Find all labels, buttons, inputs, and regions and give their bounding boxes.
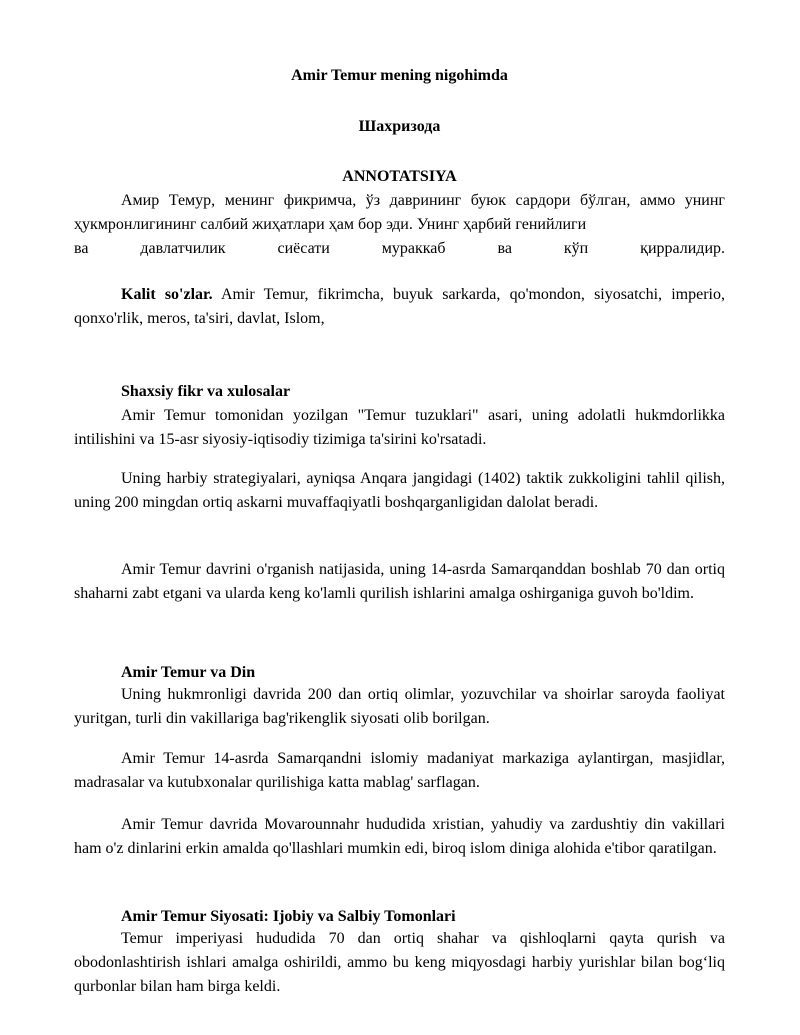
document-author: Шахризода	[358, 118, 441, 135]
keywords-paragraph	[74, 283, 725, 331]
paragraph: Temur imperiyasi hududida 70 dan ortiq shahar va qishloqlarni qayta qurish va obodonlashtirish ishlari amalga oshirildi, ammo bu keng miqyosdagi harbiy yurishlar bilan bog‘liq qurbonlar bilan ham birga keldi.	[74, 930, 725, 995]
section-heading-shaxsiy: Shaxsiy fikr va xulosalar	[121, 383, 291, 400]
paragraph: Uning harbiy strategiyalari, ayniqsa Anqara jangidagi (1402) taktik zukkoligini tahlil qilish, uning 200 mingdan ortiq askarni muvaffaqiyatli boshqarganligidan dalolat beradi.	[74, 470, 725, 511]
paragraph: Amir Temur tomonidan yozilgan "Temur tuzuklari" asari, uning adolatli hukmdorlikka intilishini va 15-asr siyosiy-iqtisodiy tizimiga ta'sirini ko'rsatadi.	[74, 407, 725, 448]
paragraph: Amir Temur davrida Movarounnahr hududida xristian, yahudiy va zardushtiy din vakillari ham o'z dinlarini erkin amalda qo'llashlari mumkin edi, biroq islom diniga alohida e'tibor qaratilgan.	[74, 816, 725, 857]
annotation-line-2: ва давлатчилик сиёсати мураккаб ва кўп қирралидир.	[74, 240, 725, 257]
document-title: Amir Temur mening nigohimda	[291, 67, 508, 84]
keywords-label: Kalit so'zlar.	[121, 286, 213, 303]
paragraph: Amir Temur 14-asrda Samarqandni islomiy madaniyat markaziga aylantirgan, masjidlar, madrasalar va kutubxonalar qurilishiga katta mablag' sarflagan.	[74, 750, 725, 791]
keywords-text: Amir Temur, fikrimcha, buyuk sarkarda, qo'mondon, siyosatchi, imperio, qonxo'rlik, meros, ta'siri, davlat, Islom,	[74, 286, 725, 327]
paragraph: Uning hukmronligi davrida 200 dan ortiq olimlar, yozuvchilar va shoirlar saroyda faoliyat yuritgan, turli din vakillariga bag'rikenglik siyosati olib borilgan.	[74, 686, 725, 727]
section-heading-siyosat: Amir Temur Siyosati: Ijobiy va Salbiy Tomonlari	[121, 908, 456, 925]
section-heading-din: Amir Temur va Din	[121, 664, 256, 681]
annotation-heading: ANNOTATSIYA	[342, 168, 457, 185]
paragraph: Amir Temur davrini o'rganish natijasida, uning 14-asrda Samarqanddan boshlab 70 dan ortiq shaharni zabt etgani va ularda keng ko'lamli qurilish ishlarini amalga oshirganiga guvoh bo'ldim.	[74, 561, 725, 602]
annotation-line-1: Амир Темур, менинг фикримча, ўз даврининг буюк сардори бўлган, аммо унинг ҳукмронлигининг салбий жиҳатлари ҳам бор эди. Унинг ҳарбий генийлиги	[74, 192, 725, 233]
